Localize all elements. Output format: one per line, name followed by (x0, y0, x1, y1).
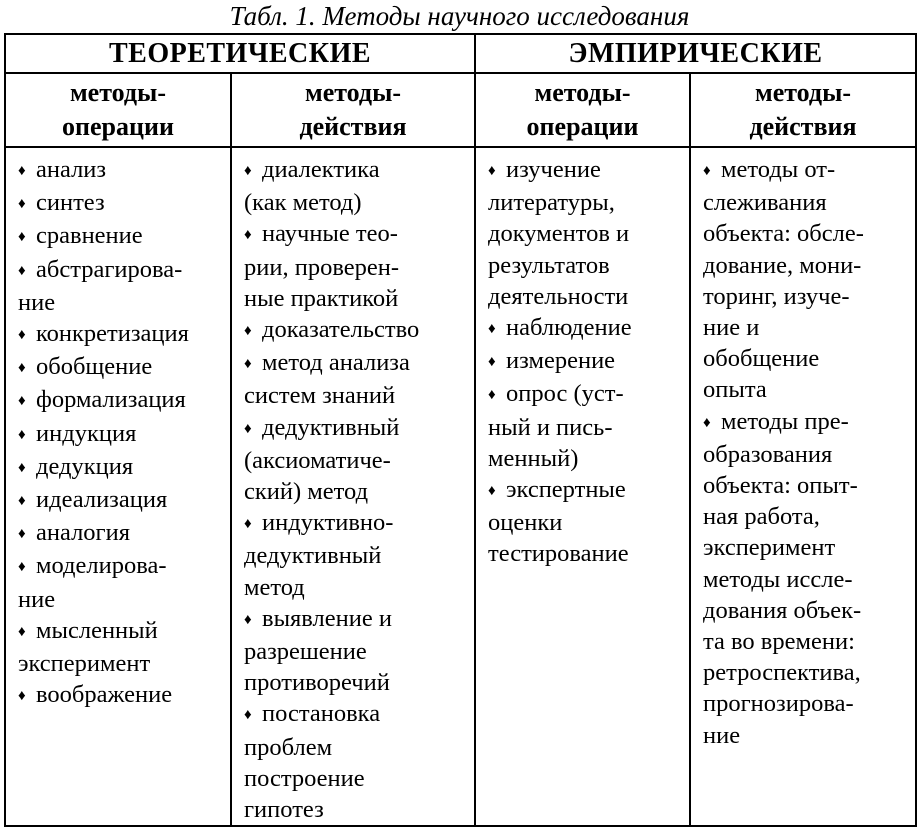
list-item-line (703, 154, 911, 187)
subheader-empirical-actions (690, 73, 916, 147)
list-item-line (244, 412, 470, 445)
list-item-line (18, 584, 226, 615)
list-item-line (703, 406, 911, 439)
list-item-line (244, 445, 470, 476)
diamond-bullet-icon: ♦ (18, 327, 26, 344)
list-item-line (488, 154, 685, 187)
list-item-text: менный) (488, 444, 579, 472)
list-item-line (703, 281, 911, 312)
diamond-bullet-icon: ♦ (244, 163, 252, 179)
list-item-text: (как метод) (244, 189, 362, 217)
group-header-empirical: ЭМПИРИЧЕСКИЕ (475, 34, 916, 73)
list-item (18, 484, 226, 517)
list-item-text: обобщение (703, 345, 820, 373)
list-item-line (244, 252, 470, 283)
list-item-line (703, 470, 911, 501)
list-item-text: гипотез (244, 796, 324, 824)
list-item-line (18, 351, 226, 384)
list-item-text: разрешение (244, 638, 367, 666)
subheader-line: операции (62, 112, 174, 141)
list-item-line (703, 439, 911, 470)
list-item-line (488, 345, 685, 378)
diamond-bullet-icon: ♦ (18, 262, 26, 279)
list-item-line (488, 412, 685, 443)
list-item (488, 154, 685, 312)
list-item-text: индуктивно- (262, 509, 394, 537)
list-item-line (488, 378, 685, 411)
subheader-line: методы- (304, 78, 402, 107)
list-item-text: документов и (488, 220, 630, 248)
list-item-line (18, 615, 226, 648)
list-item-line (703, 501, 911, 532)
diamond-bullet-icon: ♦ (18, 426, 26, 443)
diamond-bullet-icon: ♦ (244, 516, 252, 533)
list-item-line (488, 250, 685, 281)
diamond-bullet-icon: ♦ (488, 163, 496, 179)
diamond-bullet-icon: ♦ (244, 227, 252, 244)
list-item-line (488, 474, 685, 507)
list-item-line (18, 550, 226, 583)
list-item-line (703, 720, 911, 751)
list-item-text: тестирование (488, 540, 629, 568)
list-item-text: ные практикой (244, 284, 399, 312)
list-item-text: измерение (506, 347, 616, 375)
list-item-text: идеализация (36, 486, 168, 514)
column-theoretical-operations (5, 147, 231, 826)
diamond-bullet-icon: ♦ (18, 623, 26, 640)
list-item-line (244, 667, 470, 698)
diamond-bullet-icon: ♦ (488, 483, 496, 500)
list-item-text: ный и пись- (488, 413, 613, 441)
subheader-line: методы- (69, 78, 167, 107)
list-item-text: объекта: обсле- (703, 220, 864, 248)
methods-table (4, 33, 917, 827)
diamond-bullet-icon: ♦ (18, 196, 26, 213)
list-item-text: (аксиоматиче- (244, 446, 391, 474)
list-item-line (488, 281, 685, 312)
list-item (488, 474, 685, 570)
list-item-line (703, 218, 911, 249)
list-item-line (244, 507, 470, 540)
list-item-text: методы пре- (721, 407, 849, 435)
diamond-bullet-icon: ♦ (244, 420, 252, 437)
list-item-text: та во времени: (703, 628, 855, 656)
list-item-text: результатов (488, 251, 610, 279)
diamond-bullet-icon: ♦ (244, 707, 252, 724)
list-item (244, 507, 470, 603)
list-item-text: противоречий (244, 669, 390, 697)
list-item (244, 154, 470, 218)
list-item-line (244, 732, 470, 763)
table-caption: Табл. 1. Методы научного исследования (229, 1, 690, 31)
list-item (703, 154, 911, 406)
diamond-bullet-icon: ♦ (18, 459, 26, 476)
list-item-text: оценки (488, 509, 563, 537)
list-item-line (703, 374, 911, 405)
list-item-line (488, 538, 685, 569)
list-item (244, 314, 470, 347)
list-item-line (18, 318, 226, 351)
list-item (18, 451, 226, 484)
list-item-line (703, 343, 911, 374)
list-item-text: ский) метод (244, 478, 369, 506)
list-item-text: мысленный (36, 616, 158, 644)
list-item (18, 351, 226, 384)
diamond-bullet-icon: ♦ (488, 354, 496, 371)
list-item (18, 187, 226, 220)
list-item (488, 312, 685, 345)
list-item-text: построение (244, 764, 365, 792)
list-item-line (18, 484, 226, 517)
diamond-bullet-icon: ♦ (488, 387, 496, 404)
list-item-line (244, 218, 470, 251)
list-item-text: прогнозирова- (703, 690, 854, 718)
list-item-line (488, 218, 685, 249)
list-item-line (703, 312, 911, 343)
list-item-text: ние (18, 288, 56, 316)
group-header-row (5, 34, 916, 73)
list-item-text: ние (703, 721, 741, 749)
column-empirical-operations (475, 147, 690, 826)
list-item-line (18, 254, 226, 287)
list-item-text: моделирова- (36, 552, 167, 580)
list-item-line (703, 688, 911, 719)
list-item-text: постановка (262, 700, 381, 728)
list-item-text: объекта: опыт- (703, 472, 858, 500)
list-item-line (703, 532, 911, 563)
list-item-text: метод анализа (262, 349, 410, 377)
list-item (488, 378, 685, 474)
list-item-text: опрос (уст- (506, 380, 624, 408)
list-item-text: ние и (703, 314, 760, 342)
list-item-line (18, 384, 226, 417)
subheader-theoretical-actions (231, 73, 475, 147)
diamond-bullet-icon: ♦ (18, 229, 26, 246)
list-item-text: сравнение (36, 222, 143, 250)
diamond-bullet-icon: ♦ (703, 163, 711, 179)
list-item-text: дования объек- (703, 596, 862, 624)
list-item (18, 220, 226, 253)
subheader-line: методы- (534, 78, 631, 107)
list-item-text: анализ (36, 156, 107, 183)
list-item-line (18, 679, 226, 712)
diamond-bullet-icon: ♦ (18, 360, 26, 377)
list-item-text: конкретизация (36, 320, 189, 348)
list-item (18, 517, 226, 550)
list-item-text: дедукция (36, 452, 134, 480)
content-row (5, 147, 916, 826)
list-item-text: эксперимент (18, 650, 151, 678)
list-item-text: аналогия (36, 519, 130, 547)
subheader-line: методы- (754, 78, 852, 107)
list-item-line (244, 794, 470, 825)
diamond-bullet-icon: ♦ (18, 526, 26, 543)
subheader-line: действия (749, 112, 857, 141)
list-item-text: рии, проверен- (244, 253, 400, 281)
list-item-line (703, 657, 911, 688)
list-item-line (244, 572, 470, 603)
column-empirical-actions (690, 147, 916, 826)
list-item-line (703, 626, 911, 657)
list-item-line (18, 187, 226, 220)
list-item-text: систем знаний (244, 382, 396, 410)
subheader-theoretical-operations (5, 73, 231, 147)
list-item-text: индукция (36, 419, 137, 447)
list-item-line (18, 648, 226, 679)
subheader-row (5, 73, 916, 147)
list-item (18, 615, 226, 679)
list-item-text: доказательство (262, 316, 420, 344)
list-item (18, 318, 226, 351)
diamond-bullet-icon: ♦ (18, 688, 26, 705)
subheader-empirical-operations (475, 73, 690, 147)
list-item-line (703, 187, 911, 218)
diamond-bullet-icon: ♦ (18, 393, 26, 410)
list-item-line (488, 443, 685, 474)
list-item-text: эксперимент (703, 534, 836, 562)
list-item-line (244, 763, 470, 794)
list-item-line (18, 154, 226, 187)
list-item-text: наблюдение (506, 314, 632, 342)
list-item-line (244, 636, 470, 667)
list-item-line (488, 187, 685, 218)
list-item-text: синтез (36, 189, 105, 217)
diamond-bullet-icon: ♦ (18, 163, 26, 179)
list-item-text: абстрагирова- (36, 255, 183, 283)
list-item-line (244, 476, 470, 507)
list-item (244, 603, 470, 699)
list-item-line (18, 287, 226, 318)
list-item (18, 154, 226, 187)
diamond-bullet-icon: ♦ (244, 323, 252, 340)
list-item-text: методы иссле- (703, 565, 853, 593)
list-item (244, 412, 470, 508)
list-item (18, 550, 226, 614)
list-item-text: обобщение (36, 353, 153, 381)
list-item (244, 347, 470, 411)
list-item-text: изучение (506, 156, 601, 183)
list-item (703, 406, 911, 751)
list-item-line (244, 154, 470, 187)
list-item-line (18, 517, 226, 550)
list-item (18, 384, 226, 417)
list-item-line (703, 564, 911, 595)
list-item-line (488, 507, 685, 538)
list-item-text: слеживания (703, 189, 827, 217)
list-item-line (244, 603, 470, 636)
diamond-bullet-icon: ♦ (488, 321, 496, 338)
list-item (18, 418, 226, 451)
diamond-bullet-icon: ♦ (18, 493, 26, 510)
list-item-text: ние (18, 585, 56, 613)
list-item-text: образования (703, 440, 833, 468)
column-theoretical-actions (231, 147, 475, 826)
list-item (244, 218, 470, 314)
list-item (18, 679, 226, 712)
list-item-text: экспертные (506, 476, 626, 504)
list-item (244, 698, 470, 825)
list-item-line (18, 418, 226, 451)
list-item-text: дование, мони- (703, 251, 862, 279)
diamond-bullet-icon: ♦ (244, 356, 252, 373)
list-item-text: воображение (36, 681, 173, 709)
list-item-text: формализация (36, 386, 186, 414)
subheader-line: операции (526, 112, 639, 141)
list-item-line (488, 312, 685, 345)
list-item (488, 345, 685, 378)
list-item-line (244, 314, 470, 347)
list-item-text: торинг, изуче- (703, 282, 850, 310)
diamond-bullet-icon: ♦ (244, 611, 252, 628)
list-item (18, 254, 226, 318)
list-item-line (244, 347, 470, 380)
list-item-text: дедуктивный (244, 542, 382, 570)
group-header-theoretical: ТЕОРЕТИЧЕСКИЕ (5, 34, 475, 73)
list-item-text: опыта (703, 376, 767, 404)
list-item-line (18, 220, 226, 253)
diamond-bullet-icon: ♦ (703, 414, 711, 431)
list-item-line (703, 595, 911, 626)
list-item-text: научные тео- (262, 220, 398, 248)
list-item-text: литературы, (488, 189, 615, 217)
list-item-line (18, 451, 226, 484)
list-item-text: диалектика (262, 156, 380, 183)
list-item-text: методы от- (721, 156, 836, 183)
list-item-text: проблем (244, 733, 333, 761)
list-item-text: ная работа, (703, 503, 820, 531)
list-item-text: деятельности (488, 282, 629, 310)
list-item-line (244, 187, 470, 218)
list-item-line (703, 250, 911, 281)
list-item-line (244, 698, 470, 731)
list-item-line (244, 283, 470, 314)
list-item-text: метод (244, 573, 305, 601)
diamond-bullet-icon: ♦ (18, 559, 26, 576)
list-item-text: ретроспектива, (703, 659, 861, 687)
subheader-line: действия (299, 112, 407, 141)
list-item-line (244, 380, 470, 411)
list-item-line (244, 540, 470, 571)
list-item-text: дедуктивный (262, 413, 400, 441)
list-item-text: выявление и (262, 604, 392, 632)
